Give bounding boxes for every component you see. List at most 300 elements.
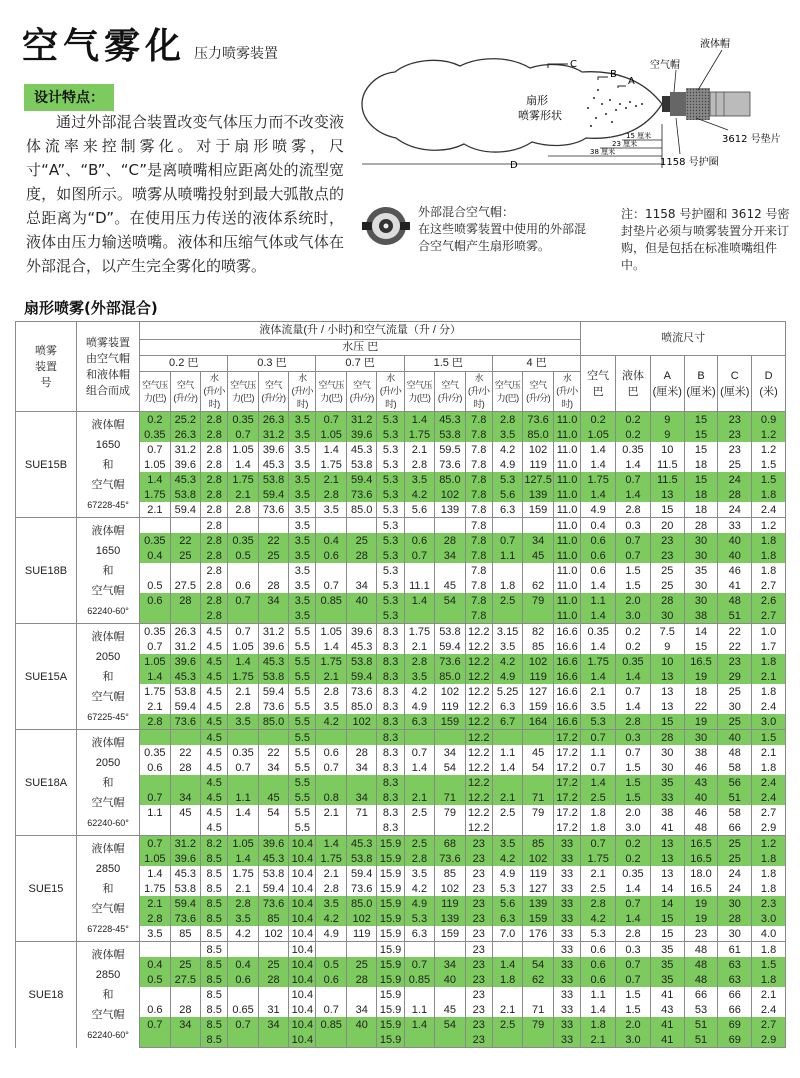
- table-cell: 10.4: [289, 1017, 316, 1032]
- table-cell: 15: [684, 472, 718, 487]
- table-cell: 25: [258, 957, 288, 972]
- table-cell: 1.75: [316, 457, 346, 472]
- combo-line: 67228-45°: [87, 499, 129, 510]
- sub-header-air-flow: 空气 (升/分): [435, 372, 465, 412]
- table-cell: 35: [650, 957, 684, 972]
- table-cell: 127: [523, 684, 553, 699]
- table-cell: 24: [718, 472, 752, 487]
- table-cell: 18: [684, 487, 718, 502]
- table-cell: 5.6: [492, 896, 522, 911]
- table-cell: 28: [346, 745, 376, 760]
- table-cell: [140, 608, 170, 624]
- table-cell: 119: [523, 669, 553, 684]
- table-cell: 5.5: [289, 684, 316, 699]
- table-cell: 25: [258, 548, 288, 563]
- table-cell: 30: [684, 548, 718, 563]
- table-cell: 0.6: [140, 1002, 170, 1017]
- table-cell: 1.75: [404, 427, 434, 442]
- table-cell: [170, 608, 200, 624]
- table-cell: 48: [684, 957, 718, 972]
- table-cell: 1.75: [581, 472, 616, 487]
- table-cell: 8.5: [201, 987, 228, 1002]
- table-cell: 0.3: [616, 730, 651, 746]
- table-cell: 34: [258, 1017, 288, 1032]
- table-cell: 54: [258, 805, 288, 820]
- table-cell: [492, 563, 522, 578]
- table-cell: 139: [523, 487, 553, 502]
- table-cell: 85: [523, 639, 553, 654]
- table-cell: 39.6: [258, 639, 288, 654]
- table-cell: 5.3: [377, 563, 404, 578]
- table-cell: 33: [553, 972, 580, 987]
- table-cell: 17.2: [553, 760, 580, 775]
- table-cell: 2.1: [752, 987, 786, 1002]
- table-cell: 2.0: [616, 1017, 651, 1032]
- table-cell: [228, 942, 258, 958]
- table-cell: 11.5: [650, 457, 684, 472]
- table-cell: 2.8: [228, 896, 258, 911]
- table-cell: 1.05: [228, 442, 258, 457]
- table-cell: 0.35: [140, 533, 170, 548]
- table-cell: 39.6: [170, 851, 200, 866]
- table-cell: 0.2: [616, 851, 651, 866]
- table-cell: 11.0: [553, 502, 580, 518]
- table-cell: 2.1: [316, 866, 346, 881]
- table-cell: [523, 820, 553, 836]
- table-cell: 15.9: [377, 1032, 404, 1048]
- table-cell: 19: [684, 896, 718, 911]
- table-cell: 1.1: [492, 548, 522, 563]
- table-cell: 28: [346, 972, 376, 987]
- table-cell: [404, 1032, 434, 1048]
- table-cell: 1.8: [752, 548, 786, 563]
- table-cell: 2.8: [201, 412, 228, 428]
- combo-line: 空气帽: [91, 796, 125, 809]
- table-cell: 102: [523, 851, 553, 866]
- table-cell: 7.8: [465, 472, 492, 487]
- table-cell: 10.4: [289, 1032, 316, 1048]
- table-cell: 73.6: [346, 684, 376, 699]
- table-cell: 30: [650, 608, 684, 624]
- table-cell: 0.6: [316, 745, 346, 760]
- dim-23: 23 厘米: [612, 140, 638, 148]
- table-cell: 79: [523, 805, 553, 820]
- table-cell: 59.4: [170, 896, 200, 911]
- table-cell: 0.7: [140, 1017, 170, 1032]
- table-cell: 127.5: [524, 473, 552, 486]
- table-cell: [170, 563, 200, 578]
- table-cell: 33: [553, 942, 580, 958]
- table-cell: 12.2: [465, 699, 492, 714]
- table-cell: 7.8: [465, 457, 492, 472]
- table-cell: 17.2: [553, 745, 580, 760]
- table-cell: [316, 518, 346, 534]
- table-cell: [346, 775, 376, 790]
- table-cell: 41: [650, 1017, 684, 1032]
- nozzle-drawing: [662, 88, 750, 120]
- table-cell: 71: [435, 790, 465, 805]
- table-cell: 0.2: [616, 427, 651, 442]
- table-cell: 0.5: [228, 548, 258, 563]
- table-cell: 7.8: [465, 578, 492, 593]
- table-cell: 0.35: [140, 427, 170, 442]
- table-cell: 15: [684, 639, 718, 654]
- table-cell: [523, 1032, 553, 1048]
- table-cell: 0.35: [616, 654, 651, 669]
- table-cell: 8.5: [201, 972, 228, 987]
- table-cell: 1.4: [316, 639, 346, 654]
- air-cap-note-line2: 在这些喷雾装置中使用的外部混: [418, 222, 587, 236]
- table-cell: 45: [523, 745, 553, 760]
- table-cell: 48: [684, 820, 718, 836]
- table-cell: 2.1: [752, 745, 786, 760]
- table-cell: 1.5: [616, 775, 651, 790]
- table-cell: 0.7: [316, 578, 346, 593]
- table-cell: [170, 820, 200, 836]
- table-cell: 45.3: [435, 412, 465, 428]
- table-cell: 5.3: [581, 926, 616, 942]
- table-cell: 59.5: [435, 442, 465, 457]
- table-cell: 59.4: [346, 866, 376, 881]
- combo-cell: [76, 730, 139, 836]
- table-cell: 3.0: [616, 1032, 651, 1048]
- table-cell: 1.8: [752, 487, 786, 502]
- table-cell: 85.0: [346, 896, 376, 911]
- table-cell: 69: [718, 1032, 752, 1048]
- table-cell: 1.8: [752, 654, 786, 669]
- table-cell: 33: [553, 866, 580, 881]
- table-cell: 1.4: [581, 442, 616, 457]
- combo-line: 62240-60°: [87, 1029, 129, 1040]
- table-cell: 7.8: [465, 548, 492, 563]
- table-cell: 3.5: [228, 714, 258, 730]
- table-cell: 46: [718, 563, 752, 578]
- table-cell: 15.9: [377, 957, 404, 972]
- table-cell: 29: [718, 669, 752, 684]
- table-cell: 16.6: [553, 684, 580, 699]
- table-cell: 8.3: [377, 730, 404, 746]
- table-cell: 1.8: [492, 972, 522, 987]
- table-cell: 1.1: [492, 745, 522, 760]
- combo-line: 67225-45°: [87, 711, 129, 722]
- sub-header-air-pressure: 空气压 力(巴): [140, 372, 170, 412]
- table-cell: 51: [684, 1017, 718, 1032]
- combo-line: 和: [102, 776, 114, 789]
- table-cell: 13: [650, 669, 684, 684]
- table-cell: 13: [650, 851, 684, 866]
- table-cell: 2.8: [201, 518, 228, 534]
- table-cell: 0.7: [581, 836, 616, 852]
- table-cell: 73.6: [346, 881, 376, 896]
- table-cell: 31.2: [170, 639, 200, 654]
- table-cell: 56: [718, 775, 752, 790]
- table-cell: 22: [170, 745, 200, 760]
- table-cell: [316, 987, 346, 1002]
- pressure-4: 4 巴: [492, 356, 580, 372]
- table-cell: 5.5: [289, 699, 316, 714]
- table-cell: 28: [650, 730, 684, 746]
- table-cell: 39.6: [346, 624, 376, 640]
- table-cell: 30: [684, 533, 718, 548]
- table-cell: 12.2: [465, 805, 492, 820]
- table-cell: 40: [718, 730, 752, 746]
- table-cell: 119: [523, 866, 553, 881]
- table-cell: 8.3: [377, 790, 404, 805]
- table-cell: [140, 518, 170, 534]
- table-cell: 5.6: [492, 487, 522, 502]
- table-cell: 2.4: [752, 1002, 786, 1017]
- table-cell: 2.0: [616, 593, 651, 608]
- combo-line: 空气帽: [91, 902, 125, 915]
- table-cell: [140, 775, 170, 790]
- table-cell: 2.8: [140, 911, 170, 926]
- table-cell: 4.5: [201, 639, 228, 654]
- table-cell: [492, 1032, 522, 1048]
- table-cell: 10: [650, 654, 684, 669]
- table-cell: 4.5: [201, 714, 228, 730]
- table-cell: 1.4: [228, 851, 258, 866]
- table-cell: 0.6: [581, 548, 616, 563]
- table-cell: [435, 730, 465, 746]
- table-cell: 1.75: [404, 624, 434, 640]
- table-cell: 34: [435, 548, 465, 563]
- table-cell: 1.4: [492, 957, 522, 972]
- table-cell: 4.9: [492, 457, 522, 472]
- table-cell: 10.4: [289, 957, 316, 972]
- table-cell: 2.8: [201, 502, 228, 518]
- combo-line: 1650: [95, 544, 121, 557]
- table-cell: 0.35: [228, 412, 258, 428]
- table-cell: 0.6: [581, 957, 616, 972]
- pressure-0-7: 0.7 巴: [316, 356, 404, 372]
- table-cell: 59.4: [346, 669, 376, 684]
- table-cell: 45: [258, 790, 288, 805]
- table-cell: 4.2: [316, 911, 346, 926]
- table-cell: 62: [523, 972, 553, 987]
- table-cell: 16.6: [553, 624, 580, 640]
- table-cell: 5.5: [289, 790, 316, 805]
- table-cell: 10: [650, 442, 684, 457]
- combo-cell: [76, 624, 139, 730]
- table-cell: 23: [465, 1017, 492, 1032]
- table-cell: 3.0: [616, 820, 651, 836]
- table-cell: 0.35: [140, 745, 170, 760]
- combo-line: 液体帽: [91, 630, 125, 643]
- table-cell: 0.7: [228, 593, 258, 608]
- table-cell: 1.8: [752, 563, 786, 578]
- spray-pattern-diagram: [350, 34, 800, 184]
- table-cell: 0.6: [581, 563, 616, 578]
- table-cell: 51: [718, 790, 752, 805]
- table-cell: 15: [650, 911, 684, 926]
- table-cell: 2.8: [316, 487, 346, 502]
- table-cell: 0.9: [752, 412, 786, 428]
- table-cell: 15.9: [377, 972, 404, 987]
- header-dim-air: 空气 巴: [581, 356, 616, 412]
- table-cell: 3.5: [404, 866, 434, 881]
- table-cell: 2.4: [752, 502, 786, 518]
- table-cell: 2.8: [201, 563, 228, 578]
- table-cell: 23: [465, 836, 492, 852]
- table-cell: 61: [718, 942, 752, 958]
- table-cell: 35: [650, 972, 684, 987]
- table-cell: 2.8: [201, 578, 228, 593]
- table-cell: 69: [718, 1017, 752, 1032]
- table-cell: 34: [170, 790, 200, 805]
- table-cell: 23: [718, 427, 752, 442]
- table-cell: 15: [684, 442, 718, 457]
- table-cell: [170, 987, 200, 1002]
- table-cell: 8.3: [377, 639, 404, 654]
- table-cell: 34: [346, 760, 376, 775]
- table-cell: 2.1: [316, 669, 346, 684]
- table-cell: 1.4: [581, 608, 616, 624]
- table-cell: 1.5: [616, 578, 651, 593]
- table-cell: 4.2: [492, 442, 522, 457]
- table-cell: 3.5: [492, 836, 522, 852]
- dim-38: 38 厘米: [590, 148, 616, 156]
- combo-line: 液体帽: [91, 736, 125, 749]
- table-cell: 5.3: [377, 412, 404, 428]
- table-cell: 1.4: [616, 911, 651, 926]
- table-cell: 2.1: [228, 684, 258, 699]
- table-cell: 7.8: [465, 533, 492, 548]
- table-cell: 3.5: [289, 442, 316, 457]
- table-cell: 30: [684, 593, 718, 608]
- table-cell: [523, 608, 553, 624]
- table-cell: 28: [718, 911, 752, 926]
- table-cell: 4.2: [492, 654, 522, 669]
- table-cell: [228, 1032, 258, 1048]
- table-cell: 159: [523, 699, 553, 714]
- table-cell: 22: [258, 533, 288, 548]
- table-cell: 45: [435, 1002, 465, 1017]
- table-cell: 18.0: [684, 866, 718, 881]
- table-cell: 34: [435, 745, 465, 760]
- model-cell: SUE18B: [16, 518, 77, 624]
- combo-line: 液体帽: [91, 524, 125, 537]
- table-cell: 25: [718, 457, 752, 472]
- table-cell: 59.4: [346, 472, 376, 487]
- table-cell: 2.9: [752, 820, 786, 836]
- table-cell: 9: [650, 412, 684, 428]
- table-cell: 4.2: [404, 487, 434, 502]
- table-cell: 10.4: [289, 911, 316, 926]
- table-cell: 1.1: [581, 987, 616, 1002]
- combo-cell: [76, 836, 139, 942]
- table-cell: 34: [346, 578, 376, 593]
- table-cell: 28: [170, 760, 200, 775]
- table-cell: 30: [650, 745, 684, 760]
- table-cell: 6.3: [492, 699, 522, 714]
- table-cell: [258, 518, 288, 534]
- table-cell: 1.1: [228, 790, 258, 805]
- table-cell: [492, 608, 522, 624]
- table-cell: 53.8: [346, 457, 376, 472]
- table-cell: 0.7: [616, 684, 651, 699]
- table-cell: 1.75: [228, 866, 258, 881]
- header-flow: 液体流量(升 / 小时)和空气流量（升 / 分）: [140, 322, 581, 340]
- liquid-cap-label: 液体帽: [700, 39, 730, 50]
- table-cell: 58: [718, 760, 752, 775]
- table-cell: 2.1: [140, 699, 170, 714]
- table-cell: 13: [650, 684, 684, 699]
- table-cell: 2.5: [581, 881, 616, 896]
- table-cell: 0.7: [316, 1002, 346, 1017]
- table-cell: 5.5: [289, 760, 316, 775]
- table-cell: 53.8: [258, 669, 288, 684]
- table-cell: 2.5: [404, 836, 434, 852]
- table-cell: 23: [465, 896, 492, 911]
- table-cell: 23: [718, 654, 752, 669]
- table-cell: 1.05: [140, 851, 170, 866]
- label-c: C: [570, 59, 577, 70]
- table-cell: 48: [684, 972, 718, 987]
- table-cell: 2.5: [581, 790, 616, 805]
- table-cell: [258, 942, 288, 958]
- table-cell: 2.8: [316, 684, 346, 699]
- table-cell: 5.25: [492, 684, 522, 699]
- table-cell: 25: [718, 851, 752, 866]
- table-cell: 11.0: [553, 563, 580, 578]
- table-cell: 16.5: [684, 654, 718, 669]
- table-cell: 33: [553, 957, 580, 972]
- table-cell: 2.9: [752, 1032, 786, 1048]
- table-cell: [140, 730, 170, 746]
- table-cell: 2.8: [492, 412, 522, 428]
- table-cell: 0.35: [228, 745, 258, 760]
- table-cell: 25: [346, 957, 376, 972]
- table-cell: 1.8: [581, 1017, 616, 1032]
- sub-header-water-flow: 水 (升/小时): [201, 372, 228, 412]
- table-cell: 24: [718, 866, 752, 881]
- table-cell: [258, 775, 288, 790]
- table-cell: 5.3: [377, 593, 404, 608]
- table-cell: 1.75: [140, 881, 170, 896]
- table-cell: 0.8: [316, 790, 346, 805]
- sub-header-water-flow: 水 (升/小时): [377, 372, 404, 412]
- header-dim-d: D (米): [752, 356, 786, 412]
- table-cell: [404, 987, 434, 1002]
- combo-line: 67228-45°: [87, 923, 129, 934]
- table-cell: 33: [553, 1032, 580, 1048]
- table-cell: 102: [435, 684, 465, 699]
- table-cell: 0.7: [140, 442, 170, 457]
- table-cell: 3.5: [492, 427, 522, 442]
- table-cell: 23: [465, 866, 492, 881]
- table-cell: [523, 942, 553, 958]
- table-cell: 66: [684, 987, 718, 1002]
- combo-line: 2850: [95, 862, 121, 875]
- table-cell: 0.7: [581, 730, 616, 746]
- table-cell: [346, 942, 376, 958]
- table-cell: 4.2: [581, 911, 616, 926]
- table-cell: 3.5: [289, 412, 316, 428]
- table-cell: 2.4: [752, 699, 786, 714]
- table-cell: 5.5: [289, 820, 316, 836]
- table-cell: 0.7: [616, 896, 651, 911]
- sub-header-air-pressure: 空气压 力(巴): [492, 372, 522, 412]
- table-cell: 12.2: [465, 820, 492, 836]
- table-cell: 10.4: [289, 1002, 316, 1017]
- header-dim-c: C (厘米): [718, 356, 752, 412]
- table-cell: 4.0: [752, 926, 786, 942]
- table-cell: 1.4: [616, 487, 651, 502]
- fan-label-2: 喷雾形状: [518, 109, 562, 122]
- table-cell: 159: [523, 911, 553, 926]
- table-cell: [404, 730, 434, 746]
- table-cell: 5.3: [581, 714, 616, 730]
